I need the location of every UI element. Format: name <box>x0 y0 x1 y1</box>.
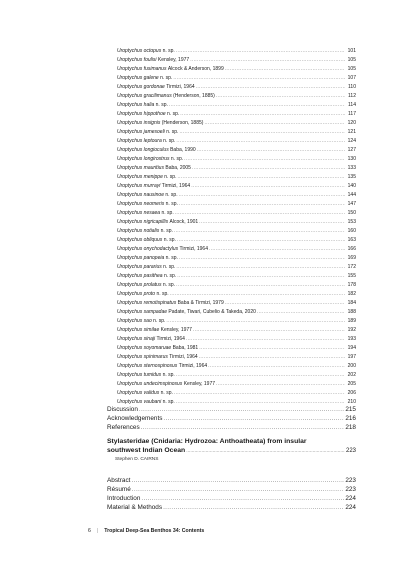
page-number: 205 <box>347 381 356 387</box>
section-label: Introduction <box>107 495 141 502</box>
species-name: Uroptychus proto <box>117 291 156 297</box>
toc-entry-abstract[interactable] <box>107 477 356 485</box>
species-name: Uroptychus jamesoeli <box>117 129 165 135</box>
page-number: 223 <box>345 448 356 454</box>
section-label: Résumé <box>107 486 131 493</box>
species-author: Tirmizi, 1964 <box>156 336 185 342</box>
page-number: 193 <box>347 336 356 342</box>
species-name: Uroptychus soyomaruae <box>117 345 172 351</box>
page-number: 124 <box>347 138 356 144</box>
species-name: Uroptychus undecimspinosus <box>117 381 183 387</box>
species-author: n. sp. <box>163 273 177 279</box>
toc-entry[interactable] <box>117 272 356 280</box>
page-number: 114 <box>348 102 356 108</box>
species-name: Uroptychus sternospinosus <box>117 363 178 369</box>
toc-entry-material-methods[interactable] <box>107 504 356 512</box>
species-author: n. sp. <box>162 48 175 54</box>
page-number: 144 <box>347 192 356 198</box>
species-name: Uroptychus similae <box>117 327 160 333</box>
species-author: Baba, 2005 <box>165 165 191 171</box>
toc-entry[interactable] <box>117 56 356 64</box>
species-name: Uroptychus validus <box>117 390 160 396</box>
toc-entry[interactable] <box>117 146 356 154</box>
toc-entry[interactable] <box>117 317 356 325</box>
species-author: Padate, Tiwari, Cubelio & Takeda, 2020 <box>168 309 256 315</box>
species-author: Tirmizi, 1964 <box>169 354 198 360</box>
toc-entry[interactable] <box>117 65 356 73</box>
toc-entry[interactable] <box>117 389 356 397</box>
toc-entry-acknowledgements[interactable] <box>107 415 356 423</box>
species-author: Tirmizi, 1964 <box>178 363 208 369</box>
species-name: Uroptychus remotispinatus <box>117 300 177 306</box>
toc-entry[interactable] <box>117 191 356 199</box>
species-author: Baba, 1990 <box>170 147 196 153</box>
species-author: n. sp. <box>162 399 175 405</box>
species-name: Uroptychus fusimanus <box>117 66 167 72</box>
species-name: Uroptychus nigricapillis <box>117 219 169 225</box>
species-author: Tirmizi, 1964 <box>166 84 195 90</box>
toc-entry[interactable] <box>117 362 356 370</box>
species-author: n. sp. <box>156 291 169 297</box>
species-name: Uroptychus gracilimanus <box>117 93 172 99</box>
species-name: Uroptychus gordonae <box>117 84 165 90</box>
species-name: Uroptychus sao <box>117 318 152 324</box>
species-name: Uroptychus murrayi <box>117 183 161 189</box>
page-number: 101 <box>347 48 356 54</box>
page-number: 110 <box>348 84 356 90</box>
toc-entry[interactable] <box>117 236 356 244</box>
species-name: Uroptychus halia <box>117 102 155 108</box>
page-number: 105 <box>347 66 356 72</box>
species-name: Uroptychus longioculus <box>117 147 169 153</box>
species-author: n. sp. <box>165 201 178 207</box>
page-number: 197 <box>347 354 356 360</box>
page-number: 215 <box>345 406 356 413</box>
species-name: Uroptychus obliquus <box>117 237 163 243</box>
species-author: (Henderson, 1885) <box>173 93 215 99</box>
section-label: Abstract <box>107 477 131 484</box>
page-number: 147 <box>347 201 356 207</box>
toc-entry[interactable] <box>117 353 356 361</box>
toc-entry[interactable] <box>117 173 356 181</box>
toc-entry[interactable] <box>117 245 356 253</box>
species-author: Alcock & Anderson, 1899 <box>167 66 224 72</box>
page-number: 121 <box>347 129 356 135</box>
species-name: Uroptychus tumidus <box>117 372 162 378</box>
page-number: 223 <box>345 486 356 493</box>
species-author: n. sp. <box>162 372 175 378</box>
species-author: n. sp. <box>165 255 178 261</box>
page-number: 117 <box>348 111 356 117</box>
page-number: 192 <box>347 327 356 333</box>
section-label: Discussion <box>107 406 138 413</box>
species-author: n. sp. <box>170 156 184 162</box>
page-number: 120 <box>347 120 356 126</box>
species-name: Uroptychus vaubani <box>117 399 162 405</box>
species-name: Uroptychus sinaji <box>117 336 156 342</box>
toc-entry[interactable] <box>117 209 356 217</box>
species-name: Uroptychus foulisi <box>117 57 157 63</box>
page-number: 194 <box>347 345 356 351</box>
species-name: Uroptychus sampadae <box>117 309 168 315</box>
page-number: 189 <box>347 318 356 324</box>
page-number: 155 <box>347 273 356 279</box>
page-number: 184 <box>347 300 356 306</box>
page-number: 218 <box>345 424 356 431</box>
toc-entry[interactable] <box>117 290 356 298</box>
species-author: (Henderson, 1885) <box>161 120 204 126</box>
species-name: Uroptychus onychodactylus <box>117 246 179 252</box>
chapter-title-line2[interactable] <box>107 446 356 456</box>
species-name: Uroptychus neomeris <box>117 201 165 207</box>
species-author: n. sp. <box>160 390 173 396</box>
toc-entry[interactable] <box>117 155 356 163</box>
page-number: 169 <box>347 255 356 261</box>
page-number: 140 <box>347 183 356 189</box>
toc-entry[interactable] <box>117 92 356 100</box>
species-author: Baba, 1981 <box>172 345 199 351</box>
toc-entry[interactable] <box>117 119 356 127</box>
page-number: 127 <box>347 147 356 153</box>
page-number: 224 <box>345 495 356 502</box>
section-label: Material & Methods <box>107 504 163 511</box>
page-number: 133 <box>347 165 356 171</box>
species-name: Uroptychus menippe <box>117 174 163 180</box>
toc-entry[interactable] <box>117 137 356 145</box>
toc-entry[interactable] <box>117 398 356 406</box>
species-name: Uroptychus longirostrus <box>117 156 170 162</box>
chapter-title-continuation: southwest Indian Ocean <box>107 447 186 454</box>
toc-entry[interactable] <box>117 335 356 343</box>
chapter-author: Stephen D. CAIRNS <box>115 457 159 462</box>
species-name: Uroptychus hippothoe <box>117 111 166 117</box>
toc-entry[interactable] <box>117 218 356 226</box>
toc-entry[interactable] <box>117 74 356 82</box>
species-author: n. sp. <box>162 282 176 288</box>
toc-entry[interactable] <box>117 254 356 262</box>
toc-entry[interactable] <box>117 200 356 208</box>
chapter-title[interactable]: Stylasteridae (Cnidaria: Hydrozoa: Anthoatheata) from insular <box>107 438 307 445</box>
species-name: Uroptychus galene <box>117 75 159 81</box>
species-author: Kensley, 1977 <box>160 327 192 333</box>
species-author: n. sp. <box>165 192 178 198</box>
page-number: 166 <box>347 246 356 252</box>
toc-entry[interactable] <box>117 101 356 109</box>
species-name: Uroptychus pararius <box>117 264 162 270</box>
species-name: Uroptychus nausinoe <box>117 192 164 198</box>
page-number: 223 <box>345 477 356 484</box>
page-number: 210 <box>347 399 356 405</box>
toc-entry-introduction[interactable] <box>107 495 356 503</box>
toc-entry-resume[interactable] <box>107 486 356 494</box>
toc-entry[interactable] <box>117 281 356 289</box>
species-author: n. sp. <box>166 129 179 135</box>
species-author: n. sp. <box>155 102 168 108</box>
page-number: 112 <box>348 93 356 99</box>
page-number: 178 <box>347 282 356 288</box>
species-name: Uroptychus octopus <box>117 48 162 54</box>
page-number: 200 <box>347 363 356 369</box>
toc-entry[interactable] <box>117 308 356 316</box>
section-label: Acknowledgements <box>107 415 163 422</box>
species-author: n. sp. <box>153 318 166 324</box>
species-author: n. sp. <box>167 111 180 117</box>
page-number: 107 <box>347 75 356 81</box>
page-number: 206 <box>347 390 356 396</box>
species-name: Uroptychus pasithea <box>117 273 163 279</box>
toc-entry[interactable] <box>117 380 356 388</box>
species-name: Uroptychus spinimarus <box>117 354 168 360</box>
page-footer <box>88 528 204 534</box>
toc-entry[interactable] <box>117 47 356 55</box>
species-name: Uroptychus insignis <box>117 120 161 126</box>
toc-entry[interactable] <box>117 227 356 235</box>
toc-entry[interactable] <box>117 182 356 190</box>
toc-entry[interactable] <box>117 83 356 91</box>
species-author: n. sp. <box>163 237 176 243</box>
toc-entry[interactable] <box>117 344 356 352</box>
toc-entry[interactable] <box>117 371 356 379</box>
page-number: 224 <box>345 504 356 511</box>
footer-title: Tropical Deep-Sea Benthos 34: Contents <box>104 528 205 534</box>
species-author: n. sp. <box>161 210 174 216</box>
toc-entry-discussion[interactable] <box>107 406 356 414</box>
page-number: 130 <box>347 156 356 162</box>
page-number: 172 <box>347 264 356 270</box>
species-author: Tirmizi, 1964 <box>161 183 191 189</box>
species-name: Uroptychus leptoura <box>117 138 162 144</box>
species-author: Kensley, 1977 <box>157 57 190 63</box>
section-label: References <box>107 424 140 431</box>
page-number: 182 <box>347 291 356 297</box>
page-number: 105 <box>347 57 356 63</box>
toc-entry[interactable] <box>117 164 356 172</box>
toc-entry[interactable] <box>117 263 356 271</box>
toc-entry[interactable] <box>117 128 356 136</box>
species-name: Uroptychus nesaea <box>117 210 161 216</box>
species-name: Uroptychus prolatus <box>117 282 162 288</box>
species-author: Tirmizi, 1964 <box>179 246 208 252</box>
toc-entry[interactable] <box>117 299 356 307</box>
footer-separator: | <box>96 528 99 534</box>
page-number: 150 <box>347 210 356 216</box>
species-name: Uroptychus panopeia <box>117 255 165 261</box>
toc-entry-references[interactable] <box>107 424 356 432</box>
species-name: Uroptychus mauritius <box>117 165 164 171</box>
species-author: n. sp. <box>160 228 173 234</box>
species-author: Alcock, 1901 <box>169 219 199 225</box>
species-author: Baba & Tirmizi, 1979 <box>177 300 224 306</box>
species-author: n. sp. <box>163 138 176 144</box>
species-author: n. sp. <box>163 264 176 270</box>
toc-entry[interactable] <box>117 110 356 118</box>
footer-page-number: 6 <box>88 528 91 534</box>
toc-entry[interactable] <box>117 326 356 334</box>
page-number: 160 <box>347 228 356 234</box>
page-number: 153 <box>347 219 356 225</box>
page-number: 188 <box>347 309 356 315</box>
species-author: n. sp. <box>164 174 177 180</box>
species-name: Uroptychus notialis <box>117 228 160 234</box>
page-number: 202 <box>347 372 356 378</box>
page-number: 163 <box>347 237 356 243</box>
species-author: n. sp. <box>160 75 173 81</box>
page-number: 135 <box>347 174 356 180</box>
species-author: Kensley, 1977 <box>183 381 216 387</box>
page-number: 216 <box>345 415 356 422</box>
